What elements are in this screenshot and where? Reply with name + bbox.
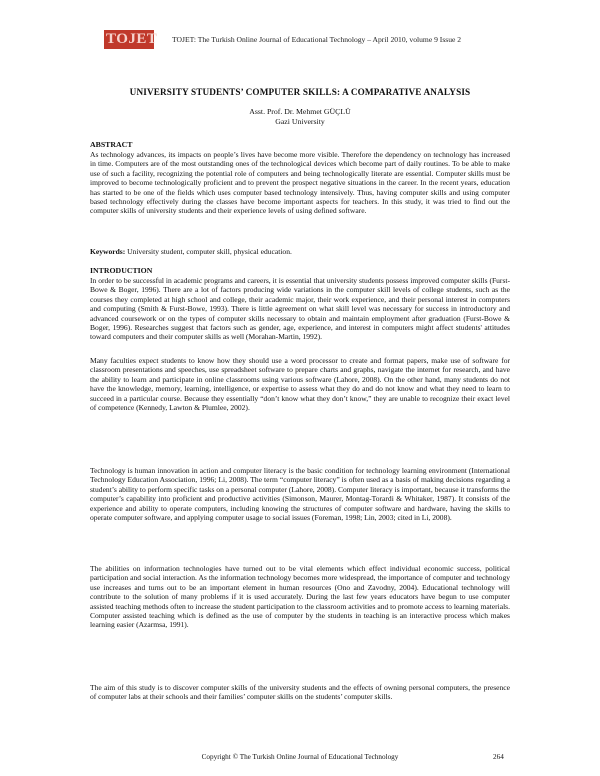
page-number: 264: [493, 753, 504, 761]
footer-copyright: Copyright © The Turkish Online Journal of Educational Technology: [201, 753, 399, 761]
keywords-line: [90, 247, 510, 256]
keywords-value: University student, computer skill, physical education.: [127, 247, 292, 256]
logo-text: TOJET: [106, 31, 158, 47]
journal-logo: [104, 30, 158, 50]
keywords-label: Keywords:: [90, 247, 126, 256]
intro-paragraph-4: The abilities on information technologies have turned out to be vital elements which effect individual economic success, political participation and social interaction. As the information technology becomes more widespread, the importance of computer and technology use increases and turns out to be an important element in human resources (Ono and Zavodny, 2004). Educational technology will contribute to the solution of many problems if it is used accurately. During the last few years educators have begun to use computer assisted teaching methods often to increase the student participation to the classroom activities and to promote access to learning materials. Computer assisted teaching which is defined as the use of computer by the students in teaching is an interactive process which makes learning easier (Azarmsa, 1991).: [90, 564, 510, 630]
intro-paragraph-2: Many faculties expect students to know how they should use a word processor to create and format papers, make use of software for classroom presentations and speeches, use spreadsheet software to prepare charts and graphs, navigate the internet for research, and have the ability to learn and participate in online classrooms using various software (Lahore, 2008). On the other hand, many students do not have the knowledge, memory, learning, intelligence, or expertise to assess what they do and do not know and what they need to learn to succeed in a particular course. Because they essentially “don’t know what they don’t know,” they are unable to recognize their exact level of competence (Kennedy, Lawton & Plumlee, 2002).: [90, 356, 510, 413]
abstract-heading: ABSTRACT: [90, 140, 133, 149]
intro-paragraph-3: Technology is human innovation in action and computer literacy is the basic condition for technology learning environment (International Technology Education Association, 1996; Li, 2008). The term “computer literacy” is often used as a basis of making decisions regarding a student’s ability to perform specific tasks on a personal computer (Lahore, 2008). Computer literacy is important, because it transforms the computer’s capability into proficient and productive activities (Simonson, Maurer, Montag-Torardi & Whitaker, 1987). It consists of the experience and ability to operate computers, including knowing the structures of computer software and hardware, having the skills to operate computer software, and applying computer usage to social issues (Foreman, 1998; Lin, 2003; cited in Li, 2008).: [90, 466, 510, 523]
abstract-body: As technology advances, its impacts on people’s lives have become more visible. Therefore the dependency on technology has increased in time. Computers are of the most outstanding ones of the technological devices which become part of daily routines. To be able to make use of such a facility, recognizing the potential role of computers and being technologically literate are essential. Computer skills must be improved to become technologically proficient and to prevent the prospect negative situations in the career. In the recent years, education has started to be one of the fields which uses computer based technology intensively. Thus, having computer skills and using computer based technology effectively during the classes have become important aspects for teachers. In this study, it was tried to find out the computer skills of university students and their experience levels of using defined software.: [90, 150, 510, 216]
abstract-text: [90, 150, 510, 216]
journal-running-header: TOJET: The Turkish Online Journal of Educational Technology – April 2010, volume 9 Issue 2: [172, 35, 462, 44]
author-affiliation: Gazi University: [275, 117, 325, 126]
intro-paragraph-1: In order to be successful in academic programs and careers, it is essential that university students possess improved computer skills (Furst-Bowe & Boger, 1996). There are a lot of factors producing wide variations in the computer skill levels of college students, such as the courses they completed at high school and college, their academic major, their work experience, and their personal interest in computers and computing (Smith & Furst-Bowe, 1993). There is little agreement on what skill level was necessary for success in introductory and advanced coursework or on the types of computer skills necessary to obtain and maintain employment after graduation (Furst-Bowe & Boger, 1996). Researches suggest that factors such as gender, age, experience, and interest in computers might affect students' attitudes toward computers and their computer skills as well (Morahan-Martin, 1992).: [90, 276, 510, 342]
author-name: Asst. Prof. Dr. Mehmet GÜÇLÜ: [249, 107, 351, 116]
paper-title: UNIVERSITY STUDENTS’ COMPUTER SKILLS: A COMPARATIVE ANALYSIS: [129, 87, 471, 97]
intro-paragraph-5: The aim of this study is to discover computer skills of the university students and the effects of owning personal computers, the presence of computer labs at their schools and their families’ computer skills on the students’ computer skills.: [90, 683, 510, 702]
page-header: [104, 30, 524, 52]
introduction-heading: INTRODUCTION: [90, 266, 153, 275]
